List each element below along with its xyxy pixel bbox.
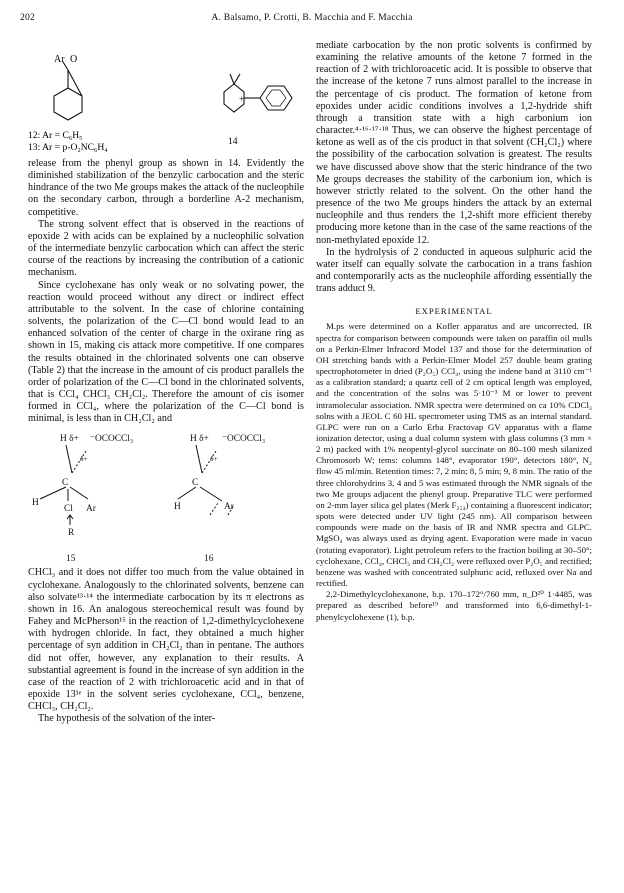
left-paragraph-2: The strong solvent effect that is observed in the reactions of epoxide 2 with acids can be explained by a nucleophilic solvation of the intermediate benzylic carbocation which can affect the steric course of the reactions by increasing the contribution of a cationic mechanism. — [28, 218, 304, 279]
compound-16-label: 16 — [204, 554, 214, 565]
ococcl3-15: ⁻OCOCCl₃ — [90, 434, 134, 445]
left-paragraph-5: The hypothesis of the solvation of the inter- — [38, 713, 216, 725]
structures-15-16 — [28, 429, 304, 567]
compound-13-label: 13: Ar = p-O₂NC₆H₄ — [28, 142, 108, 153]
phenyl-ring — [260, 86, 292, 110]
left-paragraph-1: release from the phenyl group as shown in 14. Evidently the diminished stabilization of the benzylic carbocation and the steric hindrance of the two Me groups makes the attack of the nucleophile on the secondary carbon, through a borderline A-2 mechanism, competitive. — [28, 158, 304, 218]
experimental-heading: EXPERIMENTAL — [415, 306, 493, 317]
cl-label-15: Cl — [64, 504, 73, 515]
c-label-15: C — [62, 478, 69, 489]
r-label-15: R — [68, 528, 75, 539]
c-label-16: C — [192, 478, 199, 489]
experimental-paragraph-2: 2,2-Dimethylcyclohexanone, b.p. 170–172°/760 mm, n_D²⁰ 1·4485, was prepared as described before¹⁹ and transformed into 6,6-dimethyl-1-phenylcyclohexene (1), b.p. — [316, 589, 592, 622]
cyclohexane-ring — [54, 88, 82, 120]
left-paragraph-3: Since cyclohexane has only weak or no solvating power, the reaction would proceed without any direct or indirect effect attributable to the solvent. In the case of chlorine containing solvents, the polarization of the C—Cl bond would lead to an enhanced solvation of the center of charge in the oxirane ring as shown in 15, making cis attack more competitive. If one compares the results obtained in the chlorinated solvents one can observe (Table 2) that the increase in the amount of cis product parallels the order of polarization of the C—Cl bond in the chlorinated solvents, that is CCl₄ CHCl₃ CH₂Cl₂. Therefore the amount of cis isomer formed in CCl₄, where the polarization of the C—Cl bond is minimal, is less than in CH₂Cl₂ and — [28, 279, 304, 425]
structure-diagram-top — [28, 40, 304, 158]
running-head: A. Balsamo, P. Crotti, B. Macchia and F. Macchia — [211, 12, 413, 23]
right-column — [316, 40, 592, 623]
delta-plus-16: δ+ — [210, 454, 218, 464]
experimental-section — [316, 321, 592, 622]
structures-12-13-14 — [28, 40, 304, 158]
cation-plus: + — [239, 94, 245, 104]
ar-label-16: Ar — [224, 502, 234, 513]
structure-diagram-mid — [28, 429, 304, 567]
h-delta-15: H δ+ — [60, 434, 79, 445]
page-header — [20, 12, 604, 26]
delta-plus-15: δ+ — [80, 454, 88, 464]
right-paragraph-2: In the hydrolysis of 2 conducted in aqueous sulphuric acid the water itself can equally solvate the carbocation in a trans fashion and contemporarily acts as the nucleophile affording essentially the trans adduct 9. — [316, 246, 592, 295]
oxygen-label: O — [70, 54, 78, 65]
compound-14-label: 14 — [228, 136, 238, 147]
h-delta-16: H δ+ — [190, 434, 209, 445]
right-paragraph-1: mediate carbocation by the non protic solvents is confirmed by examining the relative amounts of the ketone 7 formed in the reaction of 2 with trichloroacetic acid. It is possible to observe that the increase of the ketone 7 runs almost parallel to the increase in the percentage of cis product. The formation of ketone from epoxides under acidic conditions involves a 1,2-hydride shift through a transition state with a high carbonium ion character.⁴·¹⁶·¹⁷·¹⁸ Thus, we can observe the highest percentage of ketone as well as of the cis product in that solvent (CH₂Cl₂) where the possibility of the carbocation solvation is greatest. The results we have discussed above show that the steric hindrance of the two Me groups decreases the stability of the carbonium ion, which is however strictly related to the solvent. On the other hand the presence of the two Me groups hinders the attack by an external nucleophile and thus renders the 1,2-shift more efficient thereby producing more ketone than in the case of the same reactions of the non-methylated epoxide 12. — [316, 40, 592, 246]
left-column — [28, 40, 304, 725]
h-label-15: H — [32, 498, 39, 509]
ar-label: Ar — [54, 54, 65, 65]
ar-label-15: Ar — [86, 504, 96, 515]
h-label-16: H — [174, 502, 181, 513]
page-number: 202 — [20, 12, 35, 23]
ococcl3-16: ⁻OCOCCl₃ — [222, 434, 266, 445]
compound-12-label: 12: Ar = C₆H₅ — [28, 130, 83, 141]
compound-15-label: 15 — [66, 554, 76, 565]
experimental-paragraph-1: M.ps were determined on a Kofler apparatus and are uncorrected. IR spectra for comparison between compounds were taken on paraffin oil mulls on a Perkin-Elmer Infracord Model 137 and those for the determination of OH stretching bands with a Perkin-Elmer Model 257 double beam grating spectrophotometer in dried (P₂O₅) CCl₄, using the indene band at 3110 cm⁻¹ as a calibration standard; a quartz cell of 2 cm optical length was employed, and the concentration of the solns was 5·10⁻³ M or lower to prevent intramolecular association. NMR spectra were determined on ca 10% CDCl₃ solns with a JEOL C 60 HL spectrometer using TMS as an internal standard. GLPC were run on a Carlo Erba Fractovap GV apparatus with a flame ionization detector, using a dual column system with glass columns (3 mm × 2 m) packed with 1% neopentyl-glycol succinate on 80–100 mesh silanized Chromosorb W; tems: columns 148°, evaporator 190°, detectors 180°, N₂ flow 45 ml/min. Retention times: 7, 2 min; 8, 5 min; 9, 8 min. The ratio of the three chlorohydrins 3, 4 and 5 was estimated through the NMR signals of the two Me groups adjacent the phenyl group. Preparative TLC were performed on 2-mm layer silica gel plates (Merk F₂₅₄) containing a fluorescent indicator; spots were detected under UV light (245 nm). All comparison between compounds were made on the basis of IR and NMR spectra and GLPC. MgSO₄ was always used as drying agent. Evaporation were made in vacuo (rotating evaporator). Light petroleum refers to the fraction boiling at 30–50°; cyclohexane, CCl₄, CHCl₃ and CH₂Cl₂ were refluxed over P₂O₅ and rectified; benzene was washed with concentrated sulphuric acid, refluxed over Na and rectified. — [316, 321, 592, 589]
left-paragraph-4: CHCl₃ and it does not differ too much from the value obtained in cyclohexane. Analogously to the chlorinated solvents, benzene can also solvate¹³·¹⁴ the intermediate carbocation by its π electrons as shown in 16. An analogous stereochemical result was found by Fahey and McPherson¹⁵ in the reaction of 1,2-dimethylcyclohexene with hydrogen chloride. In fact, they obtained a much higher percentage of syn addition in CH₂Cl₂ than in pentane. The authors did not offer, however, any explanation to their results. A substantial agreement is found in the increase of syn addition in the case of the reaction of 2 with trichloroacetic acid and in that of epoxide 13¹ᵉ in the solvent series cyclohexane, CCl₄, benzene, CHCl₃, CH₂Cl₂. — [28, 567, 304, 713]
